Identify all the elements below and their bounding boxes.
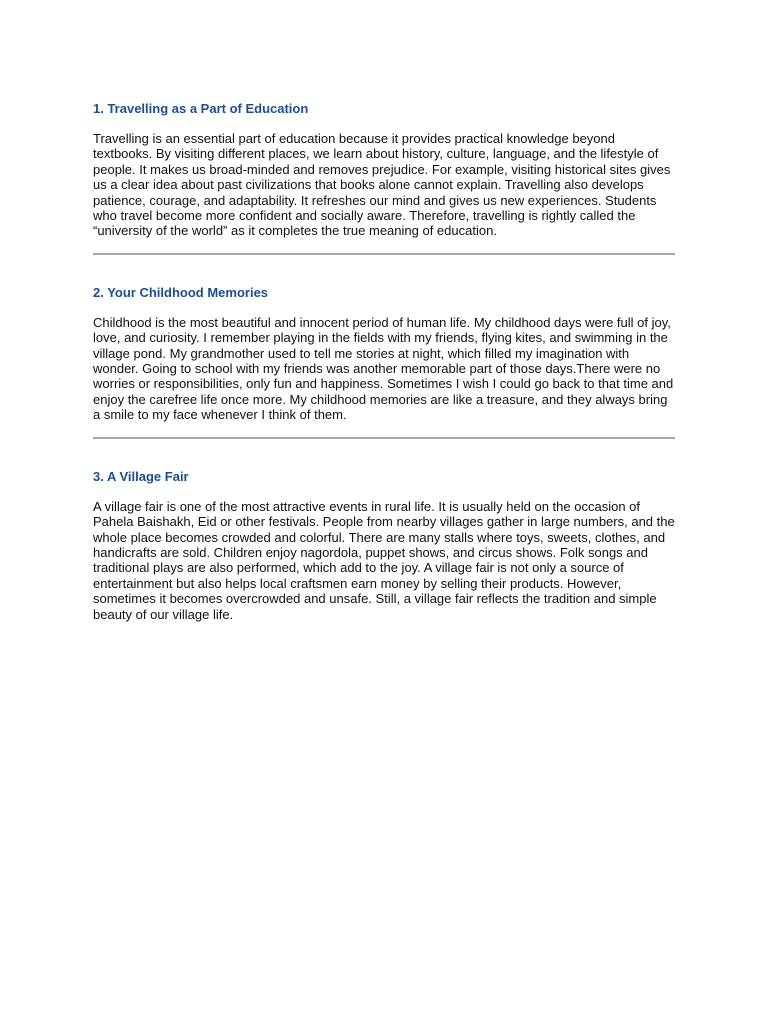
section-body-village-fair: A village fair is one of the most attractive events in rural life. It is usually held on the occasion of Pahela Baishakh, Eid or other festivals. People from nearby villages gather in large numbers, and the whole place becomes crowded and colorful. There are many stalls where toys, sweets, clothes, and handicrafts are sold. Children enjoy nagordola, puppet shows, and circus shows. Folk songs and traditional plays are also performed, which add to the joy. A village fair is not only a source of entertainment but also helps local craftsmen earn money by selling their products. However, sometimes it becomes overcrowded and unsafe. Still, a village fair reflects the tradition and simple beauty of our village life.: [93, 498, 675, 622]
document-page: [93, 101, 675, 622]
section-body-travelling: Travelling is an essential part of education because it provides practical knowledge beyond textbooks. By visiting different places, we learn about history, culture, language, and the lifestyle of people. It makes us broad-minded and removes prejudice. For example, visiting historical sites gives us a clear idea about past civilizations that books alone cannot explain. Travelling also develops patience, courage, and adaptability. It refreshes our mind and gives us new experiences. Students who travel become more confident and socially aware. Therefore, travelling is rightly called the “university of the world” as it completes the true meaning of education.: [93, 131, 671, 239]
section-heading-childhood: 2. Your Childhood Memories: [93, 284, 269, 300]
section-heading-travelling: 1. Travelling as a Part of Education: [93, 101, 309, 116]
section-divider: [93, 437, 675, 439]
section-village-fair: [93, 469, 675, 622]
section-divider: [93, 253, 675, 255]
section-travelling: [93, 101, 675, 239]
section-body-childhood: Childhood is the most beautiful and innocent period of human life. My childhood days were full of joy, love, and curiosity. I remember playing in the fields with my friends, flying kites, and swimming in the village pond. My grandmother used to tell me stories at night, which filled my imagination with wonder. Going to school with my friends was another memorable part of those days.There were no worries or responsibilities, only fun and happiness. Sometimes I wish I could go back to that time and enjoy the carefree life once more. My childhood memories are like a treasure, and they always bring a smile to my face whenever I think of them.: [93, 314, 674, 423]
section-heading-village-fair: 3. A Village Fair: [93, 468, 189, 484]
section-childhood: [93, 285, 675, 423]
